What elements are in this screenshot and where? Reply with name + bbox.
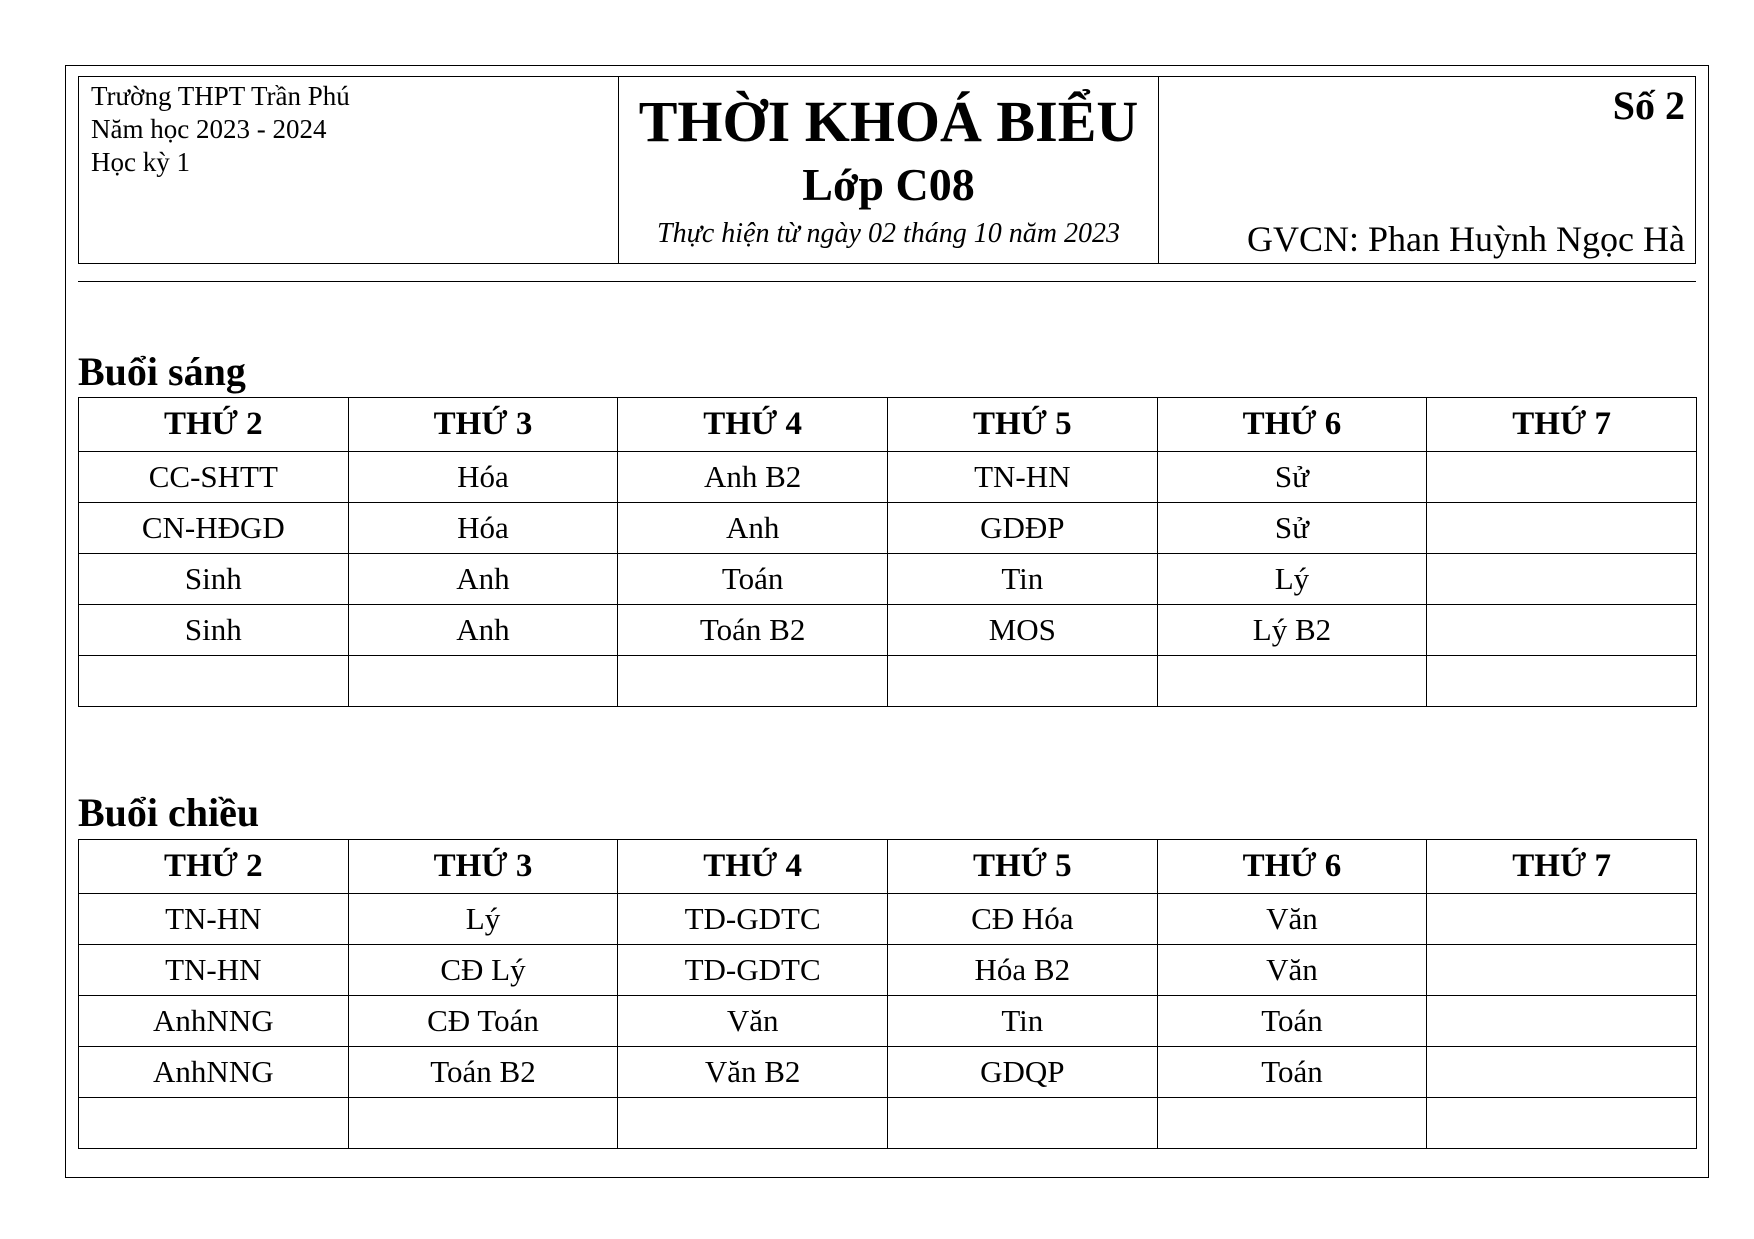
page-title: THỜI KHOÁ BIỂU bbox=[638, 89, 1139, 154]
day-header: THỨ 7 bbox=[1427, 398, 1697, 452]
school-info bbox=[79, 77, 619, 263]
day-header: THỨ 3 bbox=[348, 398, 618, 452]
subject-cell: TD-GDTC bbox=[618, 945, 888, 996]
subject-cell: Toán bbox=[618, 554, 888, 605]
subject-cell bbox=[348, 656, 618, 707]
homeroom-teacher: GVCN: Phan Huỳnh Ngọc Hà bbox=[1247, 219, 1685, 259]
subject-cell bbox=[1427, 894, 1697, 945]
period-row bbox=[79, 656, 1697, 707]
subject-cell: AnhNNG bbox=[79, 1047, 349, 1098]
day-header: THỨ 7 bbox=[1427, 840, 1697, 894]
day-header: THỨ 2 bbox=[79, 840, 349, 894]
period-row bbox=[79, 945, 1697, 996]
period-row bbox=[79, 554, 1697, 605]
subject-cell: Anh bbox=[348, 554, 618, 605]
subject-cell: TN-HN bbox=[79, 894, 349, 945]
subject-cell bbox=[79, 656, 349, 707]
subject-cell: Văn bbox=[618, 996, 888, 1047]
period-row bbox=[79, 452, 1697, 503]
period-row bbox=[79, 1098, 1697, 1149]
subject-cell: GDQP bbox=[887, 1047, 1157, 1098]
subject-cell: Văn bbox=[1157, 945, 1427, 996]
subject-cell bbox=[1427, 452, 1697, 503]
subject-cell: Hóa bbox=[348, 452, 618, 503]
effective-date: Thực hiện từ ngày 02 tháng 10 năm 2023 bbox=[657, 218, 1120, 249]
subject-cell bbox=[1427, 945, 1697, 996]
day-header: THỨ 4 bbox=[618, 840, 888, 894]
subject-cell: Lý bbox=[348, 894, 618, 945]
subject-cell: CĐ Lý bbox=[348, 945, 618, 996]
subject-cell: CC-SHTT bbox=[79, 452, 349, 503]
subject-cell: Sinh bbox=[79, 605, 349, 656]
subject-cell: CN-HĐGD bbox=[79, 503, 349, 554]
day-header: THỨ 5 bbox=[887, 840, 1157, 894]
morning-schedule-table bbox=[78, 397, 1697, 707]
semester: Học kỳ 1 bbox=[91, 147, 190, 177]
period-row bbox=[79, 996, 1697, 1047]
subject-cell: Hóa B2 bbox=[887, 945, 1157, 996]
subject-cell: CĐ Hóa bbox=[887, 894, 1157, 945]
subject-cell: Lý bbox=[1157, 554, 1427, 605]
subject-cell bbox=[618, 656, 888, 707]
table-header-row bbox=[79, 398, 1697, 452]
subject-cell: Lý B2 bbox=[1157, 605, 1427, 656]
subject-cell: TD-GDTC bbox=[618, 894, 888, 945]
subject-cell: Toán bbox=[1157, 1047, 1427, 1098]
subject-cell bbox=[887, 1098, 1157, 1149]
subject-cell bbox=[348, 1098, 618, 1149]
subject-cell: AnhNNG bbox=[79, 996, 349, 1047]
school-name: Trường THPT Trần Phú bbox=[91, 81, 350, 111]
subject-cell bbox=[1427, 996, 1697, 1047]
document-header bbox=[78, 76, 1696, 264]
subject-cell bbox=[1157, 656, 1427, 707]
day-header: THỨ 4 bbox=[618, 398, 888, 452]
doc-number: Số 2 bbox=[1612, 83, 1685, 128]
subject-cell bbox=[1427, 554, 1697, 605]
document-meta bbox=[1159, 77, 1695, 263]
subject-cell bbox=[1427, 656, 1697, 707]
subject-cell: Văn B2 bbox=[618, 1047, 888, 1098]
class-name: Lớp C08 bbox=[802, 159, 975, 210]
subject-cell: Sử bbox=[1157, 503, 1427, 554]
subject-cell bbox=[1427, 1047, 1697, 1098]
day-header: THỨ 5 bbox=[887, 398, 1157, 452]
day-header: THỨ 6 bbox=[1157, 840, 1427, 894]
subject-cell: Sử bbox=[1157, 452, 1427, 503]
subject-cell: CĐ Toán bbox=[348, 996, 618, 1047]
subject-cell: Toán B2 bbox=[348, 1047, 618, 1098]
subject-cell: MOS bbox=[887, 605, 1157, 656]
table-header-row bbox=[79, 840, 1697, 894]
period-row bbox=[79, 605, 1697, 656]
subject-cell: Toán B2 bbox=[618, 605, 888, 656]
subject-cell: Anh B2 bbox=[618, 452, 888, 503]
subject-cell bbox=[1157, 1098, 1427, 1149]
subject-cell: GDĐP bbox=[887, 503, 1157, 554]
subject-cell bbox=[887, 656, 1157, 707]
day-header: THỨ 2 bbox=[79, 398, 349, 452]
subject-cell: Toán bbox=[1157, 996, 1427, 1047]
title-block bbox=[619, 77, 1159, 263]
morning-session-title: Buổi sáng bbox=[78, 349, 246, 394]
afternoon-session-title: Buổi chiều bbox=[78, 790, 260, 835]
school-year: Năm học 2023 - 2024 bbox=[91, 114, 327, 144]
subject-cell bbox=[618, 1098, 888, 1149]
day-header: THỨ 6 bbox=[1157, 398, 1427, 452]
subject-cell: Văn bbox=[1157, 894, 1427, 945]
period-row bbox=[79, 894, 1697, 945]
subject-cell: Hóa bbox=[348, 503, 618, 554]
subject-cell bbox=[1427, 1098, 1697, 1149]
subject-cell bbox=[1427, 503, 1697, 554]
header-separator bbox=[78, 281, 1696, 282]
day-header: THỨ 3 bbox=[348, 840, 618, 894]
period-row bbox=[79, 1047, 1697, 1098]
subject-cell: Anh bbox=[348, 605, 618, 656]
subject-cell: TN-HN bbox=[887, 452, 1157, 503]
subject-cell: Anh bbox=[618, 503, 888, 554]
subject-cell bbox=[79, 1098, 349, 1149]
subject-cell: TN-HN bbox=[79, 945, 349, 996]
subject-cell: Sinh bbox=[79, 554, 349, 605]
period-row bbox=[79, 503, 1697, 554]
afternoon-schedule-table bbox=[78, 839, 1697, 1149]
subject-cell bbox=[1427, 605, 1697, 656]
subject-cell: Tin bbox=[887, 554, 1157, 605]
subject-cell: Tin bbox=[887, 996, 1157, 1047]
